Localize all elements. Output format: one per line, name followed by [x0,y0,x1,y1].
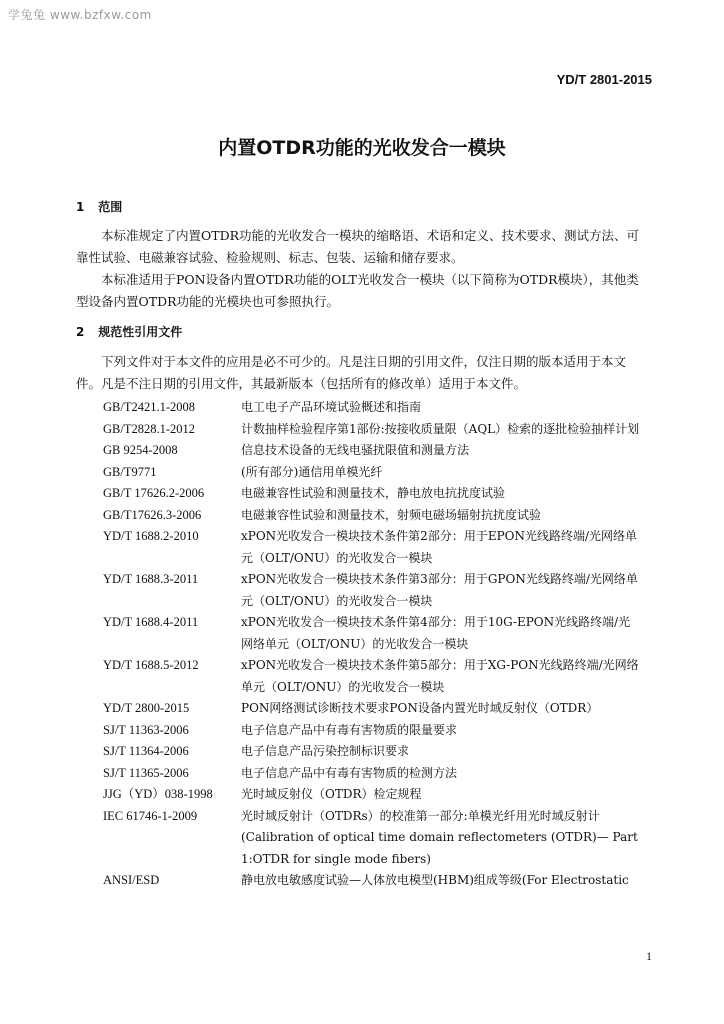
section-title: 范围 [98,200,123,214]
reference-code: YD/T 1688.2-2010 [103,529,199,543]
reference-title: 电子信息产品污染控制标识要求 [241,744,410,758]
section-number: 1 [76,200,85,214]
section-2-heading [76,323,182,340]
section-number: 2 [76,325,85,339]
reference-code: GB/T2828.1-2012 [103,421,196,436]
reference-code: SJ/T 11364-2006 [103,744,189,758]
reference-title: xPON光收发合一模块技术条件第3部分：用于GPON光线路终端/光网络单元（OLT/ONU）的光收发合一模块 [241,572,638,608]
reference-title: 电磁兼容性试验和测量技术，静电放电抗扰度试验 [241,486,506,500]
reference-title: xPON光收发合一模块技术条件第5部分：用于XG-PON光线路终端/光网络单元（OLT/ONU）的光收发合一模块 [241,658,639,694]
reference-code: SJ/T 11365-2006 [103,765,189,780]
references-intro: 下列文件对于本文件的应用是必不可少的。凡是注日期的引用文件，仅注日期的版本适用于本文件。凡是不注日期的引用文件，其最新版本（包括所有的修改单）适用于本文件。 [76,354,627,391]
reference-code: YD/T 1688.5-2012 [103,658,199,672]
reference-item [103,806,663,871]
reference-item [103,419,663,441]
reference-code: ANSI/ESD [103,873,160,887]
reference-list [103,397,663,892]
reference-title: 光时域反射计（OTDRs）的校准第一部分:单模光纤用光时域反射计(Calibration of optical time domain reflectometers (OTDR)— Part 1:OTDR for single mode fibers) [241,808,638,866]
reference-code: GB 9254-2008 [103,443,178,457]
document-title: 内置OTDR功能的光收发合一模块 [218,137,506,159]
reference-code: GB/T2421.1-2008 [103,400,196,414]
reference-item [103,526,663,569]
reference-title: xPON光收发合一模块技术条件第2部分：用于EPON光线路终端/光网络单元（OLT/ONU）的光收发合一模块 [241,529,638,565]
reference-item [103,397,663,419]
reference-item [103,440,663,462]
reference-code: YD/T 2800-2015 [103,701,190,715]
reference-code: IEC 61746-1-2009 [103,808,198,823]
document-code: YD/T 2801-2015 [556,72,652,87]
reference-code: SJ/T 11363-2006 [103,722,189,737]
scope-paragraph-1: 本标准规定了内置OTDR功能的光收发合一模块的缩略语、术语和定义、技术要求、测试方法、可靠性试验、电磁兼容试验、检验规则、标志、包装、运输和储存要求。 [76,228,640,265]
reference-item [103,698,663,720]
reference-item [103,870,663,892]
reference-title: 电工电子产品环境试验概述和指南 [241,400,422,414]
site-watermark: 学兔兔 www.bzfxw.com [8,8,152,22]
reference-title: 计数抽样检验程序第1部份:按接收质量限（AQL）检索的逐批检验抽样计划 [241,421,640,436]
reference-title: 电子信息产品中有毒有害物质的检测方法 [241,765,458,780]
reference-item [103,612,663,655]
scope-paragraph-2: 本标准适用于PON设备内置OTDR功能的OLT光收发合一模块（以下简称为OTDR模块），其他类型设备内置OTDR功能的光模块也可参照执行。 [76,272,639,309]
reference-title: 光时域反射仪（OTDR）检定规程 [241,787,422,801]
reference-title: (所有部分)通信用单模光纤 [241,464,383,479]
reference-title: xPON光收发合一模块技术条件第4部分：用于10G-EPON光线路终端/光网络单元（OLT/ONU）的光收发合一模块 [241,615,631,651]
section-1-heading [76,198,122,215]
reference-title: 电磁兼容性试验和测量技术，射频电磁场辐射抗扰度试验 [241,507,542,522]
reference-code: GB/T 17626.2-2006 [103,486,205,500]
reference-title: 电子信息产品中有毒有害物质的限量要求 [241,722,458,737]
reference-item [103,462,663,484]
reference-item [103,483,663,505]
reference-title: 信息技术设备的无线电骚扰限值和测量方法 [241,443,470,457]
reference-title: 静电放电敏感度试验—人体放电模型(HBM)组成等级(For Electrostatic [241,873,629,887]
section-title: 规范性引用文件 [98,325,183,339]
reference-item [103,784,663,806]
reference-item [103,720,663,742]
reference-item [103,741,663,763]
reference-item [103,569,663,612]
reference-code: JJG（YD）038-1998 [103,787,213,801]
reference-item [103,655,663,698]
reference-item [103,505,663,527]
reference-code: GB/T17626.3-2006 [103,507,202,522]
reference-title: PON网络测试诊断技术要求PON设备内置光时域反射仪（OTDR） [241,701,599,715]
reference-code: GB/T9771 [103,464,157,479]
reference-code: YD/T 1688.4-2011 [103,615,199,629]
page-number: 1 [646,949,652,963]
reference-item [103,763,663,785]
reference-code: YD/T 1688.3-2011 [103,572,199,586]
